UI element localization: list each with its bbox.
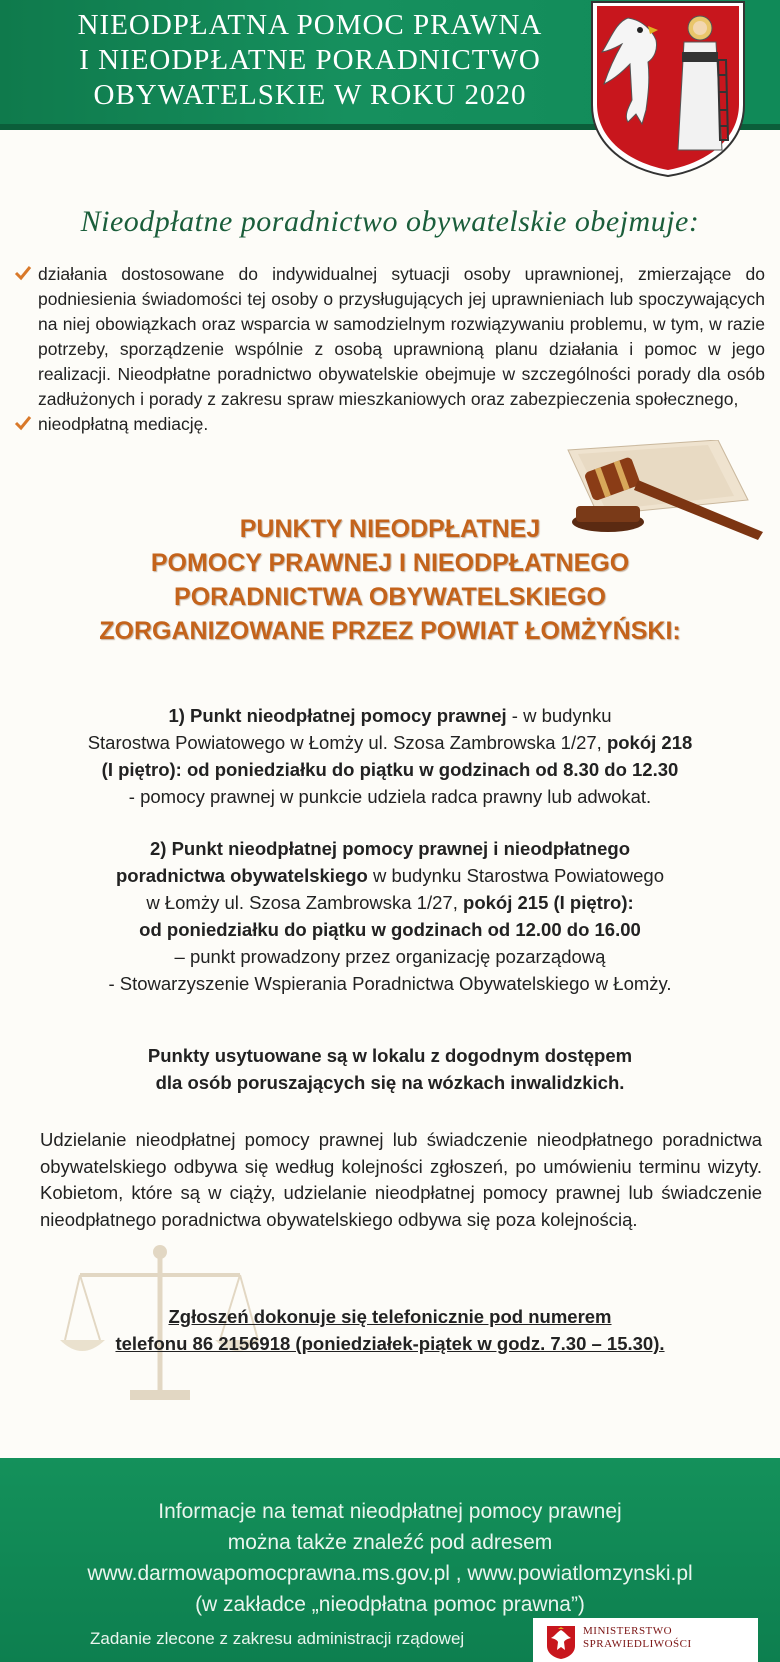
point-2-room: pokój 215 (I piętro): [463, 892, 634, 913]
accessibility-note [0, 1042, 780, 1096]
header-title-line: NIEODPŁATNA POMOC PRAWNA [77, 9, 543, 41]
point-1-hours: (I piętro): od poniedziałku do piątku w godzinach od 8.30 do 12.30 [101, 759, 679, 780]
list-item [10, 412, 765, 437]
footer-line: Informacje na temat nieodpłatnej pomocy prawnej [158, 1500, 622, 1523]
header-title-line: I NIEODPŁATNE PORADNICTWO [79, 44, 541, 76]
ministry-line: MINISTERSTWO [583, 1625, 673, 1637]
bullet-text: nieodpłatną mediację. [38, 414, 209, 434]
point-2-address: w Łomży ul. Szosa Zambrowska 1/27, [146, 892, 464, 913]
point-2-text: w budynku Starostwa Powiatowego [367, 865, 665, 886]
points-heading-line: PUNKTY NIEODPŁATNEJ [239, 515, 541, 543]
footer-banner [0, 1458, 780, 1662]
point-1-text: - w budynku [506, 705, 612, 726]
point-2-name-cont: poradnictwa obywatelskiego [115, 865, 368, 886]
points-heading-line: POMOCY PRAWNEJ I NIEODPŁATNEGO [150, 549, 630, 577]
info-paragraph: Udzielanie nieodpłatnej pomocy prawnej lub świadczenie nieodpłatnego poradnictwa obywatelskiego odbywa się według kolejności zgłoszeń, po umówieniu terminu wizyty. Kobietom, które są w ciąży, udzielanie nieodpłatnej pomocy prawnej lub świadczenie nieodpłatnego poradnictwa obywatelskiego odbywa się poza kolejnością. [40, 1129, 762, 1230]
list-item [10, 262, 765, 412]
header-title [40, 8, 580, 113]
accessibility-line: dla osób poruszających się na wózkach inwalidzkich. [155, 1072, 625, 1093]
phone-contact [0, 1303, 780, 1357]
accessibility-line: Punkty usytuowane są w lokalu z dogodnym dostępem [147, 1045, 633, 1066]
checkmark-icon [14, 414, 32, 432]
task-note: Zadanie zlecone z zakresu administracji rządowej [90, 1629, 465, 1648]
ministry-line: SPRAWIEDLIWOŚCI [583, 1638, 692, 1650]
point-2-block [0, 835, 780, 997]
phone-line: Zgłoszeń dokonuje się telefonicznie pod numerem [168, 1306, 612, 1327]
intro-bullet-list [10, 262, 765, 437]
point-2-hours: od poniedziałku do piątku w godzinach od 12.00 do 16.00 [139, 919, 641, 940]
bullet-text: działania dostosowane do indywidualnej sytuacji osoby uprawnionej, zmierzające do podniesienia świadomości tej osoby o przysługujących jej uprawnieniach lub spoczywających na niej obowiązkach oraz wsparcia w samodzielnym rozwiązywaniu problemu, w tym, w razie potrzeby, sporządzenie wspólnie z osobą uprawnioną planu działania i pomoc w jego realizacji. Nieodpłatne poradnictwo obywatelskie obejmuje w szczególności porady dla osób zadłużonych i porady z zakresu spraw mieszkaniowych oraz zabezpieczenia społecznego, [38, 264, 765, 409]
footer-line: można także znaleźć pod adresem [227, 1531, 553, 1554]
ministry-name [583, 1625, 692, 1651]
points-heading-line: PORADNICTWA OBYWATELSKIEGO [174, 583, 606, 611]
point-2-name: 2) Punkt nieodpłatnej pomocy prawnej i nieodpłatnego [149, 838, 630, 859]
checkmark-icon [14, 264, 32, 282]
phone-number-line: telefonu 86 2156918 (poniedziałek-piątek w godz. 7.30 – 15.30). [115, 1333, 665, 1354]
footer-links: www.darmowapomocprawna.ms.gov.pl , www.powiatlomzynski.pl [87, 1562, 693, 1585]
intro-heading: Nieodpłatne poradnictwo obywatelskie obejmuje: [80, 205, 700, 238]
ministry-logo [533, 1618, 758, 1662]
footer-info [0, 1496, 780, 1620]
point-2-note: – punkt prowadzony przez organizację pozarządową [174, 946, 606, 967]
point-1-room: pokój 218 [606, 732, 693, 753]
point-1-address: Starostwa Powiatowego w Łomży ul. Szosa Zambrowska 1/27, [87, 732, 607, 753]
header-title-line: OBYWATELSKIE W ROKU 2020 [93, 79, 527, 111]
point-2-organization: - Stowarzyszenie Wspierania Poradnictwa Obywatelskiego w Łomży. [108, 973, 672, 994]
point-1-name: 1) Punkt nieodpłatnej pomocy prawnej [168, 705, 507, 726]
footer-line: (w zakładce „nieodpłatna pomoc prawna”) [195, 1593, 585, 1616]
points-heading [0, 512, 780, 648]
polish-eagle-icon [545, 1624, 577, 1660]
coat-of-arms-icon [588, 0, 748, 178]
point-1-note: - pomocy prawnej w punkcie udziela radca prawny lub adwokat. [128, 786, 652, 807]
points-heading-line: ZORGANIZOWANE PRZEZ POWIAT ŁOMŻYŃSKI: [99, 617, 681, 645]
point-1-block [0, 702, 780, 810]
